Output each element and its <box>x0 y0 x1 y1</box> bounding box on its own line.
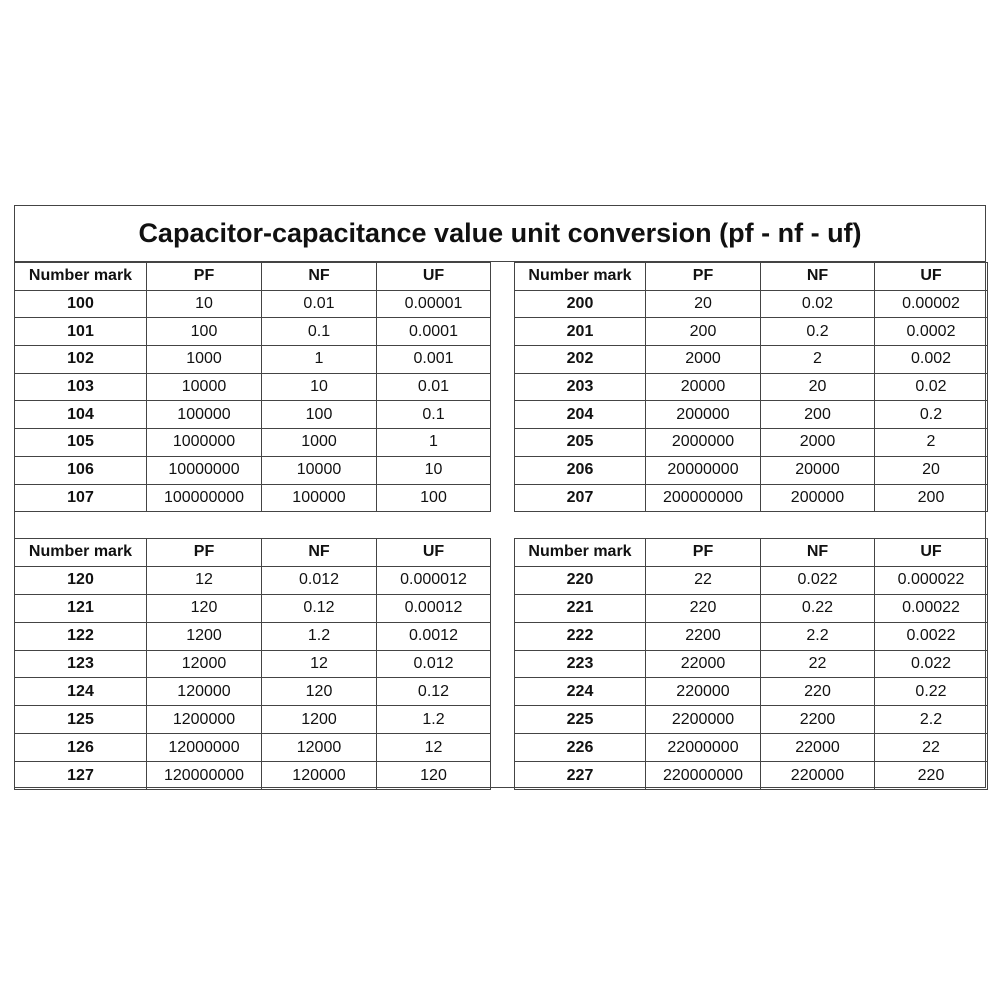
cell-pf: 12000000 <box>147 734 262 762</box>
cell-nf: 120 <box>262 678 377 706</box>
table-row <box>15 650 491 678</box>
cell-nf: 20000 <box>761 456 875 484</box>
cell-uf: 0.002 <box>875 346 988 374</box>
cell-nf: 2200 <box>761 706 875 734</box>
cell-nf: 0.1 <box>262 318 377 346</box>
cell-number-mark: 205 <box>515 429 646 457</box>
table-row <box>515 622 988 650</box>
table-row <box>515 290 988 318</box>
cell-nf: 2.2 <box>761 622 875 650</box>
cell-uf: 0.022 <box>875 650 988 678</box>
cell-pf: 12 <box>147 566 262 594</box>
cell-pf: 2000 <box>646 346 761 374</box>
cell-uf: 0.001 <box>377 346 491 374</box>
header-pf: PF <box>646 263 761 291</box>
table-row <box>15 318 491 346</box>
table-row <box>15 734 491 762</box>
cell-pf: 220 <box>646 594 761 622</box>
cell-pf: 22 <box>646 566 761 594</box>
table-row <box>515 706 988 734</box>
cell-nf: 10 <box>262 373 377 401</box>
cell-nf: 12000 <box>262 734 377 762</box>
cell-uf: 1 <box>377 429 491 457</box>
cell-number-mark: 102 <box>15 346 147 374</box>
cell-pf: 200000000 <box>646 484 761 512</box>
cell-nf: 1.2 <box>262 622 377 650</box>
cell-number-mark: 223 <box>515 650 646 678</box>
cell-pf: 12000 <box>147 650 262 678</box>
cell-number-mark: 206 <box>515 456 646 484</box>
cell-pf: 200000 <box>646 401 761 429</box>
cell-uf: 2 <box>875 429 988 457</box>
cell-pf: 20000000 <box>646 456 761 484</box>
cell-uf: 0.0022 <box>875 622 988 650</box>
cell-pf: 220000 <box>646 678 761 706</box>
table-row <box>515 401 988 429</box>
cell-number-mark: 106 <box>15 456 147 484</box>
header-row <box>15 263 491 291</box>
cell-nf: 100 <box>262 401 377 429</box>
cell-pf: 100000000 <box>147 484 262 512</box>
cell-nf: 12 <box>262 650 377 678</box>
cell-pf: 1000000 <box>147 429 262 457</box>
header-number-mark: Number mark <box>15 539 147 567</box>
table-row <box>515 762 988 790</box>
header-pf: PF <box>147 263 262 291</box>
cell-number-mark: 221 <box>515 594 646 622</box>
cell-uf: 0.0002 <box>875 318 988 346</box>
cell-nf: 10000 <box>262 456 377 484</box>
cell-uf: 10 <box>377 456 491 484</box>
cell-uf: 0.2 <box>875 401 988 429</box>
cell-nf: 2 <box>761 346 875 374</box>
table-row <box>515 484 988 512</box>
conversion-table-220-series <box>514 538 988 790</box>
page-title: Capacitor-capacitance value unit conversion (pf - nf - uf) <box>14 205 986 262</box>
cell-uf: 0.0001 <box>377 318 491 346</box>
cell-number-mark: 224 <box>515 678 646 706</box>
table-row <box>515 318 988 346</box>
header-row <box>15 539 491 567</box>
cell-number-mark: 225 <box>515 706 646 734</box>
cell-uf: 2.2 <box>875 706 988 734</box>
cell-number-mark: 203 <box>515 373 646 401</box>
cell-pf: 1000 <box>147 346 262 374</box>
table-row <box>15 594 491 622</box>
table-row <box>15 484 491 512</box>
cell-number-mark: 202 <box>515 346 646 374</box>
cell-nf: 200 <box>761 401 875 429</box>
cell-nf: 100000 <box>262 484 377 512</box>
table-row <box>515 650 988 678</box>
header-pf: PF <box>646 539 761 567</box>
table-row <box>15 566 491 594</box>
cell-uf: 20 <box>875 456 988 484</box>
cell-uf: 0.22 <box>875 678 988 706</box>
cell-number-mark: 226 <box>515 734 646 762</box>
cell-pf: 22000 <box>646 650 761 678</box>
cell-pf: 10000000 <box>147 456 262 484</box>
header-row <box>515 263 988 291</box>
cell-number-mark: 125 <box>15 706 147 734</box>
cell-number-mark: 227 <box>515 762 646 790</box>
table-row <box>15 373 491 401</box>
table-row <box>515 594 988 622</box>
conversion-table-200-series <box>514 262 988 512</box>
cell-number-mark: 201 <box>515 318 646 346</box>
cell-uf: 220 <box>875 762 988 790</box>
table-row <box>515 346 988 374</box>
cell-uf: 120 <box>377 762 491 790</box>
conversion-table-120-series <box>14 538 491 790</box>
cell-pf: 100 <box>147 318 262 346</box>
table-row <box>15 346 491 374</box>
cell-number-mark: 123 <box>15 650 147 678</box>
header-pf: PF <box>147 539 262 567</box>
cell-pf: 22000000 <box>646 734 761 762</box>
table-row <box>515 429 988 457</box>
cell-number-mark: 103 <box>15 373 147 401</box>
header-nf: NF <box>761 263 875 291</box>
header-nf: NF <box>262 263 377 291</box>
header-number-mark: Number mark <box>515 263 646 291</box>
table-row <box>515 678 988 706</box>
cell-number-mark: 207 <box>515 484 646 512</box>
table-row <box>15 762 491 790</box>
cell-uf: 0.00012 <box>377 594 491 622</box>
cell-number-mark: 120 <box>15 566 147 594</box>
cell-uf: 0.0012 <box>377 622 491 650</box>
cell-nf: 0.12 <box>262 594 377 622</box>
cell-nf: 220 <box>761 678 875 706</box>
header-number-mark: Number mark <box>15 263 147 291</box>
cell-nf: 0.2 <box>761 318 875 346</box>
cell-number-mark: 101 <box>15 318 147 346</box>
header-uf: UF <box>875 263 988 291</box>
cell-pf: 2000000 <box>646 429 761 457</box>
cell-number-mark: 127 <box>15 762 147 790</box>
conversion-table-100-series <box>14 262 491 512</box>
cell-pf: 120000 <box>147 678 262 706</box>
cell-nf: 0.022 <box>761 566 875 594</box>
cell-uf: 0.00022 <box>875 594 988 622</box>
table-row <box>15 290 491 318</box>
cell-uf: 12 <box>377 734 491 762</box>
cell-pf: 10 <box>147 290 262 318</box>
cell-uf: 0.12 <box>377 678 491 706</box>
table-row <box>15 622 491 650</box>
cell-pf: 20000 <box>646 373 761 401</box>
cell-nf: 120000 <box>262 762 377 790</box>
cell-uf: 0.000012 <box>377 566 491 594</box>
table-row <box>15 678 491 706</box>
cell-nf: 1000 <box>262 429 377 457</box>
cell-uf: 100 <box>377 484 491 512</box>
cell-uf: 0.01 <box>377 373 491 401</box>
header-number-mark: Number mark <box>515 539 646 567</box>
cell-pf: 1200 <box>147 622 262 650</box>
cell-nf: 1200 <box>262 706 377 734</box>
cell-number-mark: 220 <box>515 566 646 594</box>
cell-uf: 22 <box>875 734 988 762</box>
cell-nf: 200000 <box>761 484 875 512</box>
cell-pf: 2200000 <box>646 706 761 734</box>
cell-nf: 22000 <box>761 734 875 762</box>
cell-nf: 22 <box>761 650 875 678</box>
cell-number-mark: 121 <box>15 594 147 622</box>
cell-nf: 220000 <box>761 762 875 790</box>
table-row <box>15 706 491 734</box>
cell-nf: 0.012 <box>262 566 377 594</box>
table-row <box>15 401 491 429</box>
header-row <box>515 539 988 567</box>
cell-pf: 120 <box>147 594 262 622</box>
cell-number-mark: 200 <box>515 290 646 318</box>
cell-number-mark: 126 <box>15 734 147 762</box>
cell-nf: 0.01 <box>262 290 377 318</box>
cell-uf: 0.000022 <box>875 566 988 594</box>
cell-number-mark: 104 <box>15 401 147 429</box>
cell-number-mark: 222 <box>515 622 646 650</box>
cell-uf: 0.1 <box>377 401 491 429</box>
cell-pf: 200 <box>646 318 761 346</box>
header-uf: UF <box>377 263 491 291</box>
cell-pf: 220000000 <box>646 762 761 790</box>
cell-nf: 0.02 <box>761 290 875 318</box>
table-row <box>15 456 491 484</box>
cell-pf: 20 <box>646 290 761 318</box>
cell-nf: 2000 <box>761 429 875 457</box>
cell-nf: 0.22 <box>761 594 875 622</box>
cell-pf: 1200000 <box>147 706 262 734</box>
cell-uf: 1.2 <box>377 706 491 734</box>
cell-pf: 10000 <box>147 373 262 401</box>
table-row <box>515 734 988 762</box>
cell-nf: 1 <box>262 346 377 374</box>
header-uf: UF <box>377 539 491 567</box>
table-row <box>15 429 491 457</box>
cell-uf: 0.02 <box>875 373 988 401</box>
cell-uf: 200 <box>875 484 988 512</box>
cell-number-mark: 100 <box>15 290 147 318</box>
cell-number-mark: 107 <box>15 484 147 512</box>
cell-number-mark: 105 <box>15 429 147 457</box>
cell-number-mark: 204 <box>515 401 646 429</box>
cell-uf: 0.00001 <box>377 290 491 318</box>
cell-uf: 0.012 <box>377 650 491 678</box>
header-nf: NF <box>761 539 875 567</box>
cell-number-mark: 124 <box>15 678 147 706</box>
cell-number-mark: 122 <box>15 622 147 650</box>
header-uf: UF <box>875 539 988 567</box>
table-row <box>515 373 988 401</box>
table-row <box>515 566 988 594</box>
cell-pf: 100000 <box>147 401 262 429</box>
cell-pf: 120000000 <box>147 762 262 790</box>
header-nf: NF <box>262 539 377 567</box>
cell-nf: 20 <box>761 373 875 401</box>
cell-pf: 2200 <box>646 622 761 650</box>
cell-uf: 0.00002 <box>875 290 988 318</box>
table-row <box>515 456 988 484</box>
